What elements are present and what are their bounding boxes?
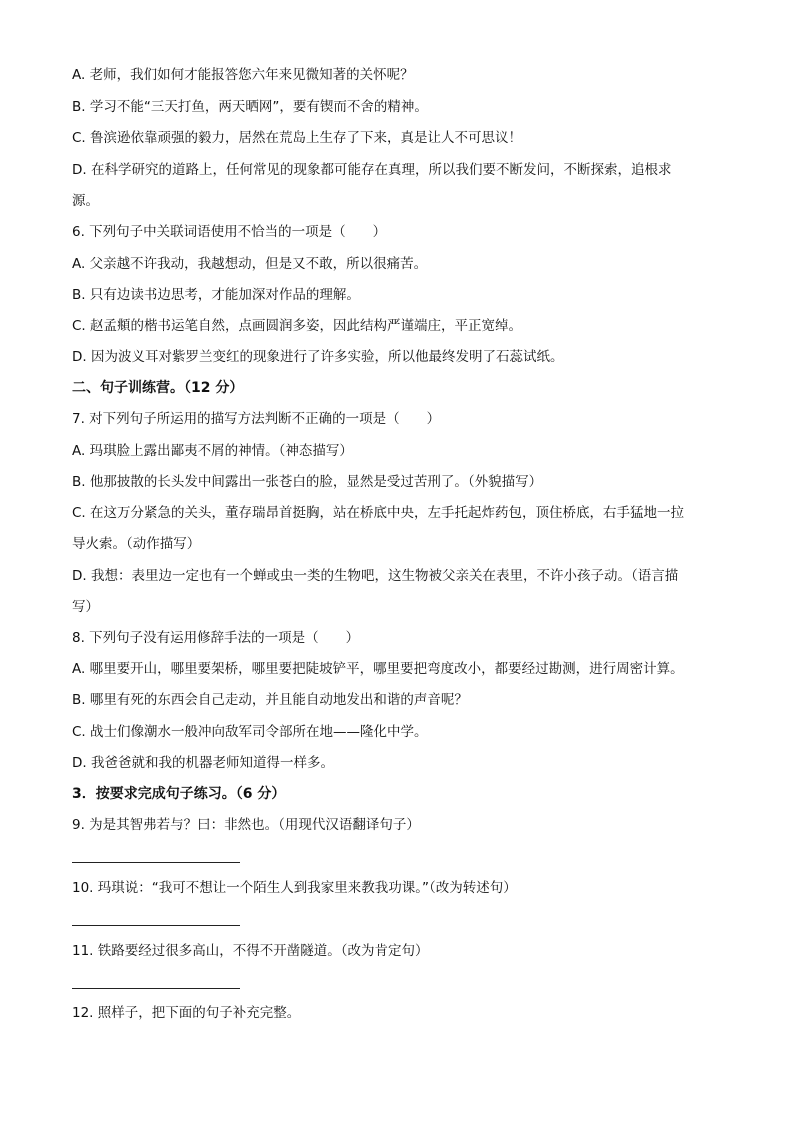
q9-answer-line xyxy=(72,862,240,863)
q5-option-d-line1: D. 在科学研究的道路上，任何常见的现象都可能存在真理，所以我们要不断发问，不断探索，追根求 xyxy=(72,162,672,178)
q7-stem: 7. 对下列句子所运用的描写方法判断不正确的一项是（ ） xyxy=(72,411,441,427)
q7-option-c-line2: 导火索。（动作描写） xyxy=(72,536,201,552)
q6-option-b: B. 只有边读书边思考，才能加深对作品的理解。 xyxy=(72,287,360,303)
q8-option-c: C. 战士们像潮水一般冲向敌军司令部所在地——隆化中学。 xyxy=(72,724,428,740)
section-three-heading: 3．按要求完成句子练习。（6 分） xyxy=(72,786,286,802)
q7-option-d-line1: D. 我想：表里边一定也有一个蝉或虫一类的生物吧，这生物被父亲关在表里，不许小孩子动。（语言描 xyxy=(72,568,679,584)
q11-stem: 11. 铁路要经过很多高山，不得不开凿隧道。（改为肯定句） xyxy=(72,943,429,959)
q10-answer-line xyxy=(72,925,240,926)
q7-option-c-line1: C. 在这万分紧急的关头，董存瑞昂首挺胸，站在桥底中央，左手托起炸药包，顶住桥底，右手猛地一拉 xyxy=(72,505,685,521)
q6-option-a: A. 父亲越不许我动，我越想动，但是又不敢，所以很痛苦。 xyxy=(72,256,428,272)
q10-stem: 10. 玛琪说：“我可不想让一个陌生人到我家里来教我功课。”（改为转述句） xyxy=(72,880,517,896)
q8-option-b: B. 哪里有死的东西会自己走动，并且能自动地发出和谐的声音呢？ xyxy=(72,692,468,708)
q6-option-c: C. 赵孟頫的楷书运笔自然，点画圆润多姿，因此结构严谨端庄，平正宽绰。 xyxy=(72,318,523,334)
q9-stem: 9. 为是其智弗若与？曰：非然也。（用现代汉语翻译句子） xyxy=(72,817,420,833)
section-two-heading: 二、句子训练营。（12 分） xyxy=(72,380,244,396)
q5-option-a: A. 老师，我们如何才能报答您六年来见微知著的关怀呢？ xyxy=(72,67,414,83)
q5-option-c: C. 鲁滨逊依靠顽强的毅力，居然在荒岛上生存了下来，真是让人不可思议！ xyxy=(72,130,523,146)
q12-stem: 12. 照样子，把下面的句子补充完整。 xyxy=(72,1005,301,1021)
q8-option-a: A. 哪里要开山，哪里要架桥，哪里要把陡坡铲平，哪里要把弯度改小，都要经过勘测，进行周密计算。 xyxy=(72,661,684,677)
q7-option-a: A. 玛琪脸上露出鄙夷不屑的神情。（神态描写） xyxy=(72,443,353,459)
q8-stem: 8. 下列句子没有运用修辞手法的一项是（ ） xyxy=(72,630,360,646)
q6-stem: 6. 下列句子中关联词语使用不恰当的一项是（ ） xyxy=(72,224,387,240)
q7-option-b: B. 他那披散的长头发中间露出一张苍白的脸，显然是受过苦刑了。（外貌描写） xyxy=(72,474,543,490)
q5-option-b: B. 学习不能“三天打鱼，两天晒网”，要有锲而不舍的精神。 xyxy=(72,99,428,115)
q11-answer-line xyxy=(72,988,240,989)
q5-option-d-line2: 源。 xyxy=(72,193,99,209)
q6-option-d: D. 因为波义耳对紫罗兰变红的现象进行了许多实验，所以他最终发明了石蕊试纸。 xyxy=(72,349,564,365)
q7-option-d-line2: 写） xyxy=(72,599,99,615)
q8-option-d: D. 我爸爸就和我的机器老师知道得一样多。 xyxy=(72,755,334,771)
